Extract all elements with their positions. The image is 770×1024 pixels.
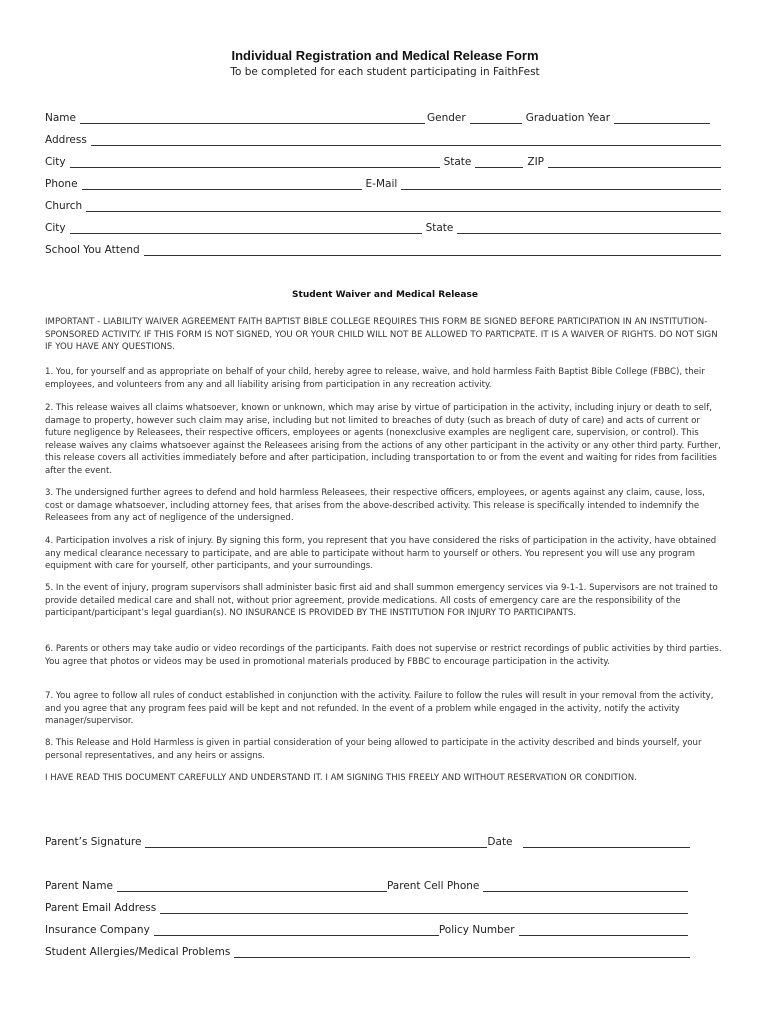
phone-row bbox=[45, 176, 721, 190]
city-label: City bbox=[45, 156, 66, 168]
parent-email-field[interactable] bbox=[160, 903, 688, 914]
insurance-field[interactable] bbox=[154, 925, 439, 936]
phone-field[interactable] bbox=[82, 179, 362, 190]
waiver-paragraph-6: 6. Parents or others may take audio or video recordings of the participants. Faith does not supervise or restrict recordings of public activities by third parties. You agree that photos or videos may be used in promotional materials produced by FBBC to encourage participation in the activity. bbox=[45, 644, 722, 667]
date-label: Date bbox=[487, 836, 513, 848]
address-label: Address bbox=[45, 134, 87, 146]
church-city-row bbox=[45, 220, 721, 234]
email-label: E-Mail bbox=[365, 178, 398, 190]
signature-field[interactable] bbox=[145, 837, 487, 848]
church-state-field[interactable] bbox=[457, 223, 721, 234]
parent-cell-field[interactable] bbox=[483, 881, 688, 892]
insurance-label: Insurance Company bbox=[45, 924, 150, 936]
allergies-field[interactable] bbox=[234, 947, 690, 958]
parent-email-label: Parent Email Address bbox=[45, 902, 157, 914]
state-field[interactable] bbox=[475, 157, 523, 168]
school-label: School You Attend bbox=[45, 244, 140, 256]
waiver-heading: Student Waiver and Medical Release bbox=[292, 290, 478, 300]
name-field[interactable] bbox=[80, 113, 425, 124]
parent-name-row bbox=[45, 878, 688, 892]
gender-label: Gender bbox=[426, 112, 466, 124]
name-row bbox=[45, 110, 721, 124]
school-row bbox=[45, 242, 721, 256]
insurance-row bbox=[45, 922, 688, 936]
waiver-paragraph-3: 3. The undersigned further agrees to defend and hold harmless Releasees, their respective officers, employees, or agents against any claim, cause, loss, cost or damage whatsoever, including attorney fees, that arises from the above-described activity. This release is specifically intended to indemnify the Releasees from any act of negligence of the undersigned. bbox=[45, 488, 705, 523]
allergies-label: Student Allergies/Medical Problems bbox=[45, 946, 231, 958]
church-city-label: City bbox=[45, 222, 66, 234]
church-state-label: State bbox=[425, 222, 454, 234]
address-field[interactable] bbox=[91, 135, 721, 146]
policy-field[interactable] bbox=[519, 925, 688, 936]
graduation-year-label: Graduation Year bbox=[525, 112, 611, 124]
form-subtitle: To be completed for each student participating in FaithFest bbox=[230, 66, 540, 78]
waiver-paragraph-5: 5. In the event of injury, program supervisors shall administer basic first aid and shall summon emergency services via 9-1-1. Supervisors are not trained to provide detailed medical care and shall not, without prior agreement, provide medications. All costs of emergency care are the responsibility of the participant/participant’s legal guardian(s). NO INSURANCE IS PROVIDED BY THE INSTITUTION FOR INJURY TO PARTICIPANTS. bbox=[45, 583, 718, 618]
parent-cell-label: Parent Cell Phone bbox=[386, 880, 480, 892]
city-field[interactable] bbox=[70, 157, 440, 168]
signature-row bbox=[45, 834, 690, 848]
parent-name-field[interactable] bbox=[117, 881, 387, 892]
city-row bbox=[45, 154, 721, 168]
name-label: Name bbox=[45, 112, 76, 124]
church-label: Church bbox=[45, 200, 83, 212]
policy-label: Policy Number bbox=[438, 924, 515, 936]
allergies-row bbox=[45, 944, 690, 958]
form-title: Individual Registration and Medical Release Form bbox=[231, 48, 539, 63]
waiver-paragraph-7: 7. You agree to follow all rules of conduct established in conjunction with the activity. Failure to follow the rules will result in your removal from the activity, and you agree that any program fees paid will be kept and not refunded. In the event of a problem while engaged in the activity, notify the activity manager/supervisor. bbox=[45, 691, 714, 726]
parent-email-row bbox=[45, 900, 688, 914]
church-row bbox=[45, 198, 721, 212]
waiver-paragraph-1: 1. You, for yourself and as appropriate on behalf of your child, hereby agree to release, waive, and hold harmless Faith Baptist Bible College (FBBC), their employees, and volunteers from any and all liability arising from participation in any recreation activity. bbox=[45, 367, 705, 390]
date-field[interactable] bbox=[523, 837, 690, 848]
parent-name-label: Parent Name bbox=[45, 880, 113, 892]
gender-field[interactable] bbox=[470, 113, 522, 124]
waiver-paragraph-8: 8. This Release and Hold Harmless is given in partial consideration of your being allowed to participate in the activity described and binds yourself, your personal representatives, and any heirs or assigns. bbox=[45, 738, 702, 761]
graduation-year-field[interactable] bbox=[614, 113, 710, 124]
waiver-intro: IMPORTANT - LIABILITY WAIVER AGREEMENT FAITH BAPTIST BIBLE COLLEGE REQUIRES THIS FORM BE SIGNED BEFORE PARTICIPATION IN AN INSTITUTION-SPONSORED ACTIVITY. IF THIS FORM IS NOT SIGNED, YOU OR YOUR CHILD WILL NOT BE ALLOWED TO PARTICPATE. IT IS A WAIVER OF RIGHTS. DO NOT SIGN IF YOU HAVE ANY QUESTIONS. bbox=[45, 317, 718, 352]
church-field[interactable] bbox=[86, 201, 721, 212]
waiver-paragraph-4: 4. Participation involves a risk of injury. By signing this form, you represent that you have considered the risks of participation in the activity, have obtained any medical clearance necessary to participate, and are able to participate without harm to yourself or others. You represent you will use any program equipment with care for yourself, other participants, and your surroundings. bbox=[45, 536, 717, 571]
waiver-paragraph-2: 2. This release waives all claims whatsoever, known or unknown, which may arise by virtue of participation in the activity, including injury or death to self, damage to property, however such claim may arise, including but not limited to breaches of duty (such as breach of duty of care) and acts of current or future negligence by Releasees, their respective officers, employees or agents (nonexclusive examples are negligent care, supervision, or control). This release waives any claims whatsoever against the Releasees arising from the actions of any other participant in the activity or any other third party. Further, this release covers all activities immediately before and after participation, including transportation to or from the event and waiting for rides from facilities after the event. bbox=[45, 403, 721, 476]
zip-field[interactable] bbox=[548, 157, 721, 168]
signature-label: Parent’s Signature bbox=[45, 836, 142, 848]
address-row bbox=[45, 132, 721, 146]
state-label: State bbox=[443, 156, 472, 168]
church-city-field[interactable] bbox=[70, 223, 422, 234]
school-field[interactable] bbox=[144, 245, 721, 256]
zip-label: ZIP bbox=[527, 156, 545, 168]
email-field[interactable] bbox=[401, 179, 721, 190]
waiver-closing: I HAVE READ THIS DOCUMENT CAREFULLY AND UNDERSTAND IT. I AM SIGNING THIS FREELY AND WITHOUT RESERVATION OR CONDITION. bbox=[45, 773, 637, 783]
phone-label: Phone bbox=[45, 178, 78, 190]
